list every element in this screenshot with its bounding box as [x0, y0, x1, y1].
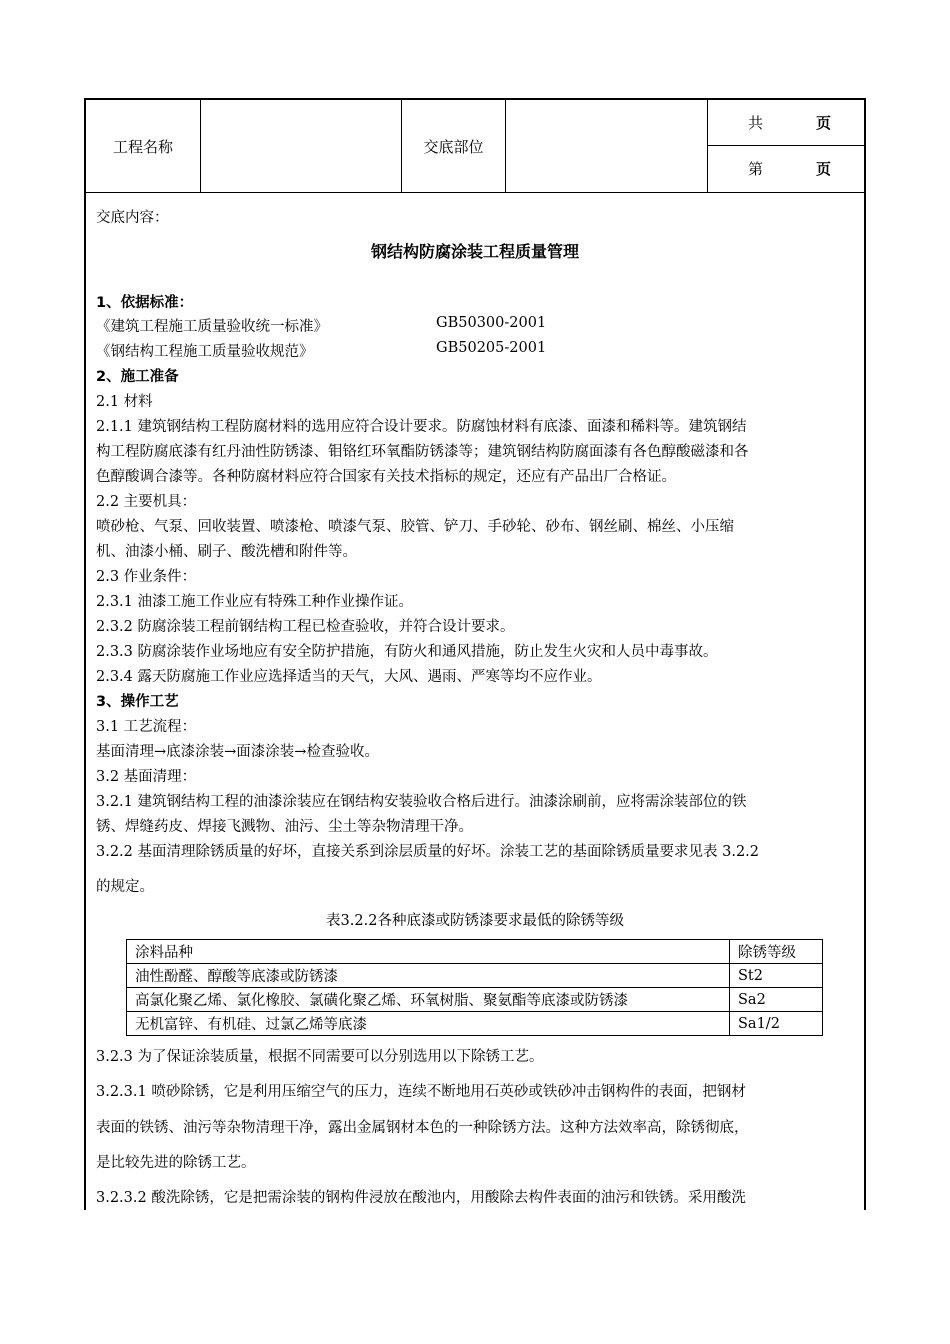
table-cell: 无机富锌、有机硅、过氯乙烯等底漆	[127, 1012, 730, 1036]
paragraph-line: 3.2 基面清理：	[96, 769, 197, 785]
paragraph-line: 3.2.3.1 喷砂除锈，它是利用压缩空气的压力，连续不断地用石英砂或铁砂冲击钢构件的表面，把钢材	[96, 1084, 746, 1100]
paragraph-line: 喷砂枪、气泵、回收装置、喷漆枪、喷漆气泵、胶管、铲刀、手砂轮、砂布、钢丝刷、棉丝、小压缩	[96, 519, 734, 535]
standard-item	[96, 340, 547, 361]
paragraph-line: 机、油漆小桶、刷子、酸洗槽和附件等。	[96, 544, 357, 560]
page-count-box	[708, 100, 864, 192]
paragraph-line: 3.2.2 基面清理除锈质量的好坏，直接关系到涂层质量的好坏。涂装工艺的基面除锈质量要求见表 3.2.2	[96, 844, 760, 860]
paragraph-line: 2.3.1 油漆工施工作业应有特殊工种作业操作证。	[96, 594, 414, 610]
paragraph-line: 锈、焊缝药皮、焊接飞溅物、油污、尘土等杂物清理干净。	[96, 819, 473, 835]
table-row	[127, 988, 823, 1012]
disclosure-part-label: 交底部位	[402, 100, 506, 192]
table-cell: 高氯化聚乙烯、氯化橡胶、氯磺化聚乙烯、环氧树脂、聚氨酯等底漆或防锈漆	[127, 988, 730, 1012]
paragraph-line: 3.2.1 建筑钢结构工程的油漆涂装应在钢结构安装验收合格后进行。油漆涂刷前，应将需涂装部位的铁	[96, 794, 747, 810]
section-3-heading: 3、操作工艺	[96, 694, 179, 710]
paragraph-line: 的规定。	[96, 879, 154, 895]
page-number-row	[708, 146, 864, 191]
paragraph-line: 3.2.3 为了保证涂装质量，根据不同需要可以分别选用以下除锈工艺。	[96, 1049, 544, 1065]
form-header	[86, 100, 864, 193]
paragraph-line: 表面的铁锈、油污等杂物清理干净，露出金属钢材本色的一种除锈方法。这种方法效率高，除锈彻底，	[96, 1120, 749, 1136]
paragraph-line: 基面清理→底漆涂装→面漆涂装→检查验收。	[96, 744, 379, 760]
standard-name: 《建筑工程施工质量验收统一标准》	[96, 319, 328, 335]
rust-grade-table	[126, 939, 823, 1036]
page-label: 第	[748, 160, 764, 178]
section-2-heading: 2、施工准备	[96, 369, 179, 385]
total-label: 共	[748, 114, 764, 132]
table-header-cell: 除锈等级	[730, 940, 823, 964]
total-pages-row	[708, 100, 864, 146]
standard-item	[96, 315, 547, 336]
disclosure-form	[84, 98, 866, 1210]
paragraph-line: 2.3 作业条件：	[96, 569, 197, 585]
table-caption: 表3.2.2各种底漆或防锈漆要求最低的除锈等级	[326, 913, 624, 929]
table-header-cell: 涂料品种	[127, 940, 730, 964]
section-1-heading: 1、依据标准：	[96, 295, 194, 311]
document-title: 钢结构防腐涂装工程质量管理	[370, 242, 579, 261]
paragraph-line: 2.3.4 露天防腐施工作业应选择适当的天气，大风、遇雨、严寒等均不应作业。	[96, 669, 602, 685]
standard-name: 《钢结构工程施工质量验收规范》	[96, 344, 314, 360]
paragraph-line: 2.2 主要机具：	[96, 494, 197, 510]
table-row	[127, 1012, 823, 1036]
table-header-row	[127, 940, 823, 964]
standard-code: GB50300-2001	[436, 315, 547, 331]
paragraph-line: 2.1 材料	[96, 394, 153, 410]
paragraph-line: 构工程防腐底漆有红丹油性防锈漆、钼铬红环氧酯防锈漆等；建筑钢结构防腐面漆有各色醇酸磁漆和各	[96, 444, 749, 460]
paragraph-line: 3.2.3.2 酸洗除锈，它是把需涂装的钢构件浸放在酸池内，用酸除去构件表面的油污和铁锈。采用酸洗	[96, 1190, 746, 1206]
table-cell: St2	[730, 964, 823, 988]
table-row	[127, 964, 823, 988]
project-name-label: 工程名称	[86, 100, 201, 192]
standard-code: GB50205-2001	[436, 340, 547, 356]
project-name-value	[201, 100, 402, 192]
paragraph-line: 3.1 工艺流程：	[96, 719, 197, 735]
paragraph-line: 2.3.3 防腐涂装作业场地应有安全防护措施，有防火和通风措施，防止发生火灾和人员中毒事故。	[96, 644, 718, 660]
paragraph-line: 2.3.2 防腐涂装工程前钢结构工程已检查验收，并符合设计要求。	[96, 619, 515, 635]
disclosure-part-value	[506, 100, 708, 192]
paragraph-line: 色醇酸调合漆等。各种防腐材料应符合国家有关技术指标的规定，还应有产品出厂合格证。	[96, 469, 676, 485]
table-cell: 油性酚醛、醇酸等底漆或防锈漆	[127, 964, 730, 988]
total-unit: 页	[816, 114, 832, 132]
paragraph-line: 是比较先进的除锈工艺。	[96, 1155, 256, 1171]
table-cell: Sa1/2	[730, 1012, 823, 1036]
page-unit: 页	[816, 160, 832, 178]
content-label: 交底内容：	[96, 210, 169, 226]
table-cell: Sa2	[730, 988, 823, 1012]
paragraph-line: 2.1.1 建筑钢结构工程防腐材料的选用应符合设计要求。防腐蚀材料有底漆、面漆和稀料等。建筑钢结	[96, 419, 747, 435]
